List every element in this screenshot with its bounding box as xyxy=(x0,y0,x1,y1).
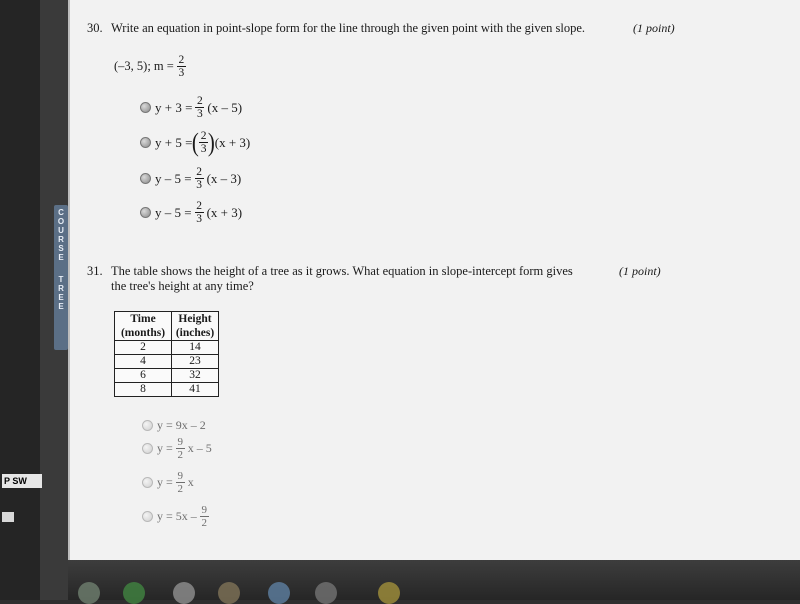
taskbar xyxy=(68,560,800,600)
tab-letter: S xyxy=(58,244,64,253)
paren-close: ) xyxy=(207,127,215,157)
option-rhs: (x – 3) xyxy=(206,170,242,186)
q31-option-3[interactable] xyxy=(142,470,194,495)
option-rhs: (x + 3) xyxy=(214,134,251,150)
radio-button[interactable] xyxy=(142,443,153,454)
question-points: (1 point) xyxy=(619,264,661,278)
table-cell: 23 xyxy=(172,355,219,369)
option-lhs: y + 3 = xyxy=(155,99,193,115)
quiz-panel xyxy=(68,0,800,560)
tab-letter: O xyxy=(57,217,65,226)
q31-option-2[interactable] xyxy=(142,436,212,461)
q30-option-1[interactable] xyxy=(140,95,242,120)
question-text-line-1: The table shows the height of a tree as it grows. What equation in slope-intercept form gives xyxy=(111,264,573,278)
option-lhs: y – 5 = xyxy=(155,170,192,186)
table-row xyxy=(115,341,219,355)
taskbar-app-icon[interactable] xyxy=(218,582,240,604)
given-point: (–3, 5); m = xyxy=(114,59,174,73)
option-lhs: y = xyxy=(157,441,173,455)
question-content xyxy=(70,0,800,560)
background-desktop xyxy=(0,0,40,600)
radio-button[interactable] xyxy=(140,102,151,113)
question-number: 31. xyxy=(87,264,103,278)
option-text: y = 9x – 2 xyxy=(157,418,206,432)
question-text: Write an equation in point-slope form for the line through the given point with the given slope. xyxy=(111,21,586,35)
fraction-denominator: 3 xyxy=(197,108,203,120)
radio-button[interactable] xyxy=(140,137,151,148)
option-rhs: x xyxy=(187,475,194,489)
fraction-denominator: 3 xyxy=(196,213,202,225)
fraction-denominator: 2 xyxy=(177,449,184,461)
option-lhs: y – 5 = xyxy=(155,204,192,220)
fraction-denominator: 2 xyxy=(201,517,208,529)
option-rhs: (x + 3) xyxy=(206,204,243,220)
tab-letter: E xyxy=(58,293,64,302)
fraction-denominator: 3 xyxy=(196,179,202,191)
tab-letter: U xyxy=(58,226,64,235)
tree-height-table xyxy=(114,311,219,397)
header-line: (inches) xyxy=(175,327,215,339)
option-fraction xyxy=(200,504,209,529)
table-cell: 14 xyxy=(172,341,219,355)
q30-option-4[interactable] xyxy=(140,200,242,225)
table-cell: 41 xyxy=(172,383,219,397)
tab-letter: E xyxy=(58,302,64,311)
option-fraction xyxy=(199,130,208,155)
taskbar-app-icon[interactable] xyxy=(268,582,290,604)
option-lhs: y + 5 = xyxy=(155,134,193,150)
table-header-row xyxy=(115,312,219,341)
course-tree-tab[interactable] xyxy=(54,205,68,350)
column-header-time xyxy=(115,312,172,341)
question-number: 30. xyxy=(87,21,103,35)
table-cell: 4 xyxy=(115,355,172,369)
fraction-denominator: 2 xyxy=(177,483,184,495)
radio-button[interactable] xyxy=(140,207,151,218)
fraction-numerator: 2 xyxy=(200,130,207,142)
fraction-numerator: 2 xyxy=(178,54,185,66)
stray-toolbar-icon xyxy=(2,512,14,522)
fraction-denominator: 3 xyxy=(178,67,185,79)
option-rhs: (x – 5) xyxy=(207,99,243,115)
stray-toolbar-label: P SW xyxy=(2,474,42,488)
header-line: (months) xyxy=(120,327,166,339)
taskbar-app-icon[interactable] xyxy=(173,582,195,604)
table-row xyxy=(115,383,219,397)
tab-letter: R xyxy=(58,235,64,244)
header-line: Height xyxy=(178,313,212,325)
option-fraction xyxy=(195,95,204,120)
tab-letter: C xyxy=(58,208,64,217)
table-cell: 2 xyxy=(115,341,172,355)
taskbar-help-icon[interactable] xyxy=(378,582,400,604)
fraction-numerator: 9 xyxy=(177,470,184,482)
column-header-height xyxy=(172,312,219,341)
tab-letter: R xyxy=(58,284,64,293)
fraction-numerator: 9 xyxy=(201,504,208,516)
fraction-numerator: 2 xyxy=(197,95,203,107)
q31-option-4[interactable] xyxy=(142,504,212,529)
taskbar-app-icon[interactable] xyxy=(78,582,100,604)
radio-button[interactable] xyxy=(142,477,153,488)
given-slope xyxy=(177,54,186,79)
option-lhs: y = 5x – xyxy=(157,509,197,523)
option-rhs: x – 5 xyxy=(187,441,212,455)
question-text-line-2: the tree's height at any time? xyxy=(111,279,254,293)
question-points: (1 point) xyxy=(633,21,675,35)
tab-letter: T xyxy=(58,275,64,284)
tab-letter: E xyxy=(58,253,64,262)
fraction-numerator: 9 xyxy=(177,436,184,448)
paren-open: ( xyxy=(192,127,200,157)
q30-option-2[interactable] xyxy=(140,127,251,157)
table-cell: 8 xyxy=(115,383,172,397)
table-cell: 6 xyxy=(115,369,172,383)
taskbar-app-icon[interactable] xyxy=(315,582,337,604)
taskbar-app-icon[interactable] xyxy=(123,582,145,604)
option-fraction xyxy=(195,166,204,191)
radio-button[interactable] xyxy=(142,511,153,522)
option-fraction xyxy=(176,436,185,461)
table-row xyxy=(115,369,219,383)
option-fraction xyxy=(195,200,204,225)
given-values xyxy=(114,54,189,79)
table-cell: 32 xyxy=(172,369,219,383)
fraction-numerator: 2 xyxy=(196,166,202,178)
fraction-denominator: 3 xyxy=(200,143,207,155)
q30-option-3[interactable] xyxy=(140,166,241,191)
option-lhs: y = xyxy=(157,475,173,489)
q31-option-1[interactable] xyxy=(142,418,206,433)
fraction-numerator: 2 xyxy=(196,200,202,212)
header-line: Time xyxy=(130,313,156,325)
radio-button[interactable] xyxy=(142,420,153,431)
table-row xyxy=(115,355,219,369)
option-fraction xyxy=(176,470,185,495)
radio-button[interactable] xyxy=(140,173,151,184)
